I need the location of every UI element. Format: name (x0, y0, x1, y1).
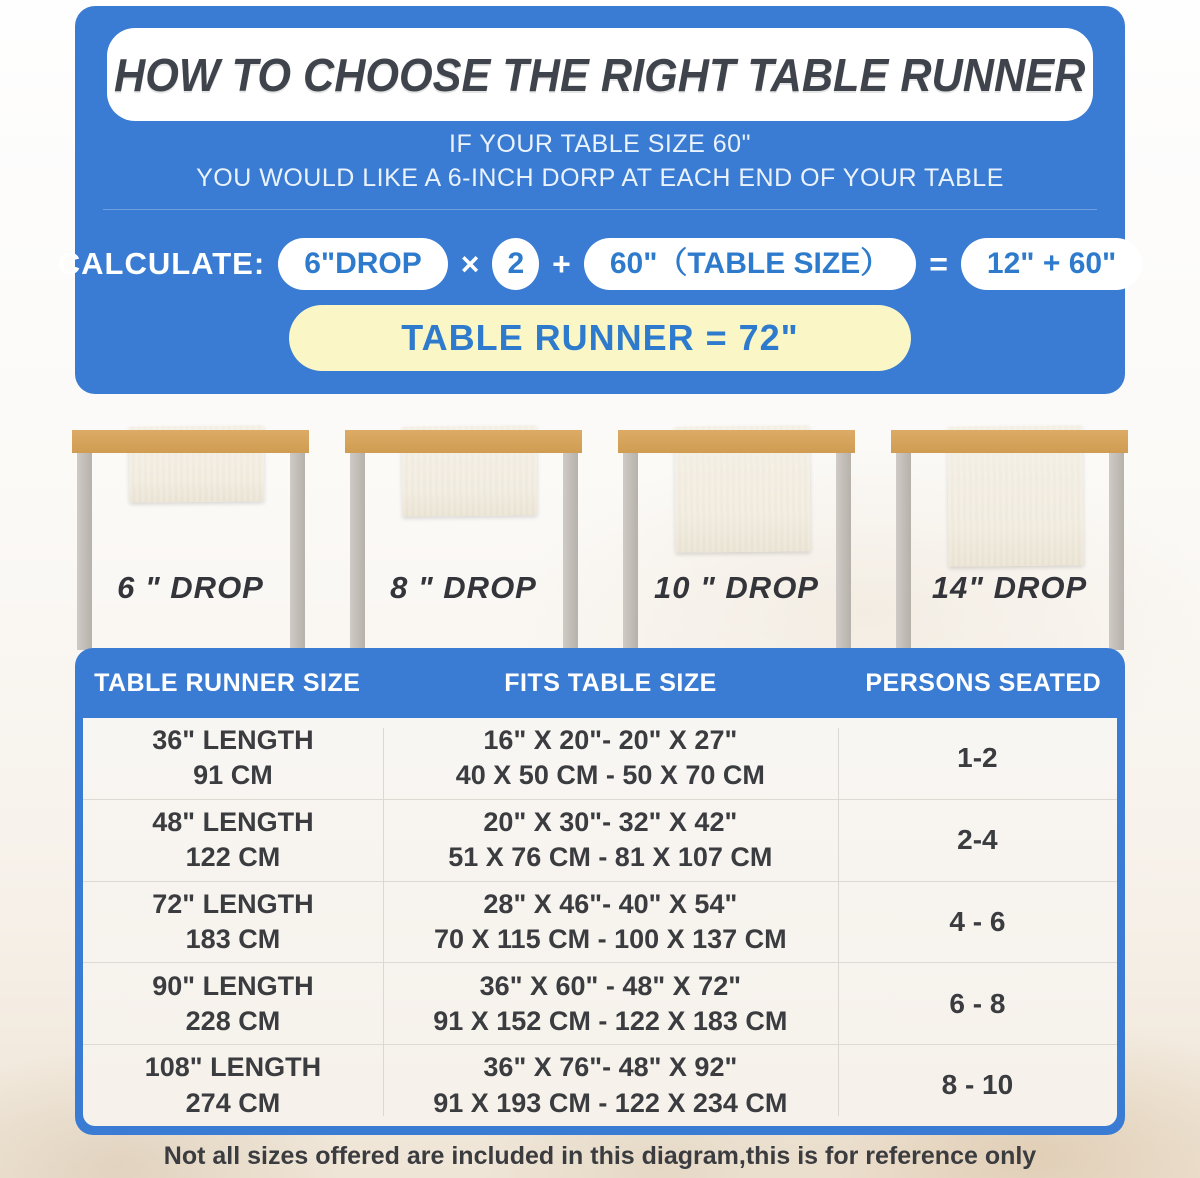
fits-size-cm: 40 X 50 CM - 50 X 70 CM (455, 760, 765, 791)
table-leg-right (563, 453, 578, 650)
table-leg-right (836, 453, 851, 650)
table-row (83, 718, 1117, 800)
runner-size-cm: 91 CM (193, 760, 273, 791)
fits-size-cm: 70 X 115 CM - 100 X 137 CM (433, 923, 787, 954)
table-size-pill: 60"（TABLE SIZE） (584, 238, 916, 290)
times-operator: × (460, 245, 480, 282)
subtitle-line-2: YOU WOULD LIKE A 6-INCH DORP AT EACH END OF YOUR TABLE (196, 164, 1004, 192)
drop-label: 10 " DROP (654, 570, 819, 605)
equals-operator: = (929, 245, 948, 282)
persons-seated-cell: 2-4 (957, 824, 998, 855)
table-leg-left (896, 453, 911, 650)
runner-size-cell (83, 887, 383, 957)
drop-label: 8 " DROP (390, 570, 537, 605)
tabletop-illustration (345, 430, 582, 453)
intro-panel (57, 6, 1125, 394)
drop-label: 14" DROP (931, 570, 1088, 605)
size-table-panel (75, 648, 1125, 1135)
column-divider (383, 728, 384, 1116)
runner-size-inch: 90" LENGTH (152, 970, 314, 1001)
tabletop-illustration (891, 430, 1128, 453)
fits-size-cell (383, 969, 838, 1039)
fits-size-cell (383, 805, 838, 875)
fits-size-inch: 16" X 20"- 20" X 27" (483, 725, 738, 756)
table-leg-left (623, 453, 638, 650)
page-title: HOW TO CHOOSE THE RIGHT TABLE RUNNER (114, 48, 1086, 101)
size-table-body (83, 718, 1117, 1126)
runner-size-cell (83, 969, 383, 1039)
runner-size-cm: 183 CM (185, 923, 281, 954)
drop-label: 6 " DROP (117, 570, 264, 605)
tabletop-illustration (72, 430, 309, 453)
calculate-label: CALCULATE: (57, 246, 266, 281)
persons-seated-cell: 1-2 (957, 742, 998, 774)
fits-size-cm: 91 X 152 CM - 122 X 183 CM (433, 1005, 788, 1036)
plus-operator: + (552, 245, 571, 282)
runner-size-cell (83, 805, 383, 875)
size-table-header (75, 648, 1125, 718)
table-row (83, 963, 1117, 1045)
fits-size-inch: 36" X 76"- 48" X 92" (483, 1052, 738, 1083)
column-header-fits-table-size: FITS TABLE SIZE (504, 668, 717, 697)
table-row (83, 882, 1117, 964)
persons-seated-cell: 4 - 6 (949, 905, 1006, 937)
drop-figures-row (72, 400, 1128, 650)
drop-figure-10 (618, 400, 855, 650)
runner-size-cm: 122 CM (185, 842, 281, 873)
table-leg-left (350, 453, 365, 650)
fits-size-cm: 91 X 193 CM - 122 X 234 CM (433, 1087, 788, 1118)
fits-size-cell (383, 1050, 838, 1120)
drop-figure-14 (891, 400, 1128, 650)
table-leg-right (290, 453, 305, 650)
fits-size-inch: 28" X 46"- 40" X 54" (483, 888, 738, 919)
fits-size-cm: 51 X 76 CM - 81 X 107 CM (448, 842, 773, 873)
intro-divider (103, 209, 1097, 210)
table-row (83, 800, 1117, 882)
persons-seated-cell: 6 - 8 (949, 987, 1006, 1019)
runner-size-inch: 48" LENGTH (152, 807, 314, 838)
result-pill: TABLE RUNNER = 72" (289, 305, 911, 371)
column-divider (838, 728, 839, 1116)
fits-size-inch: 36" X 60" - 48" X 72" (479, 970, 742, 1001)
runner-size-inch: 36" LENGTH (152, 725, 314, 756)
drop-figure-8 (345, 400, 582, 650)
fits-size-inch: 20" X 30"- 32" X 42" (483, 807, 738, 838)
fits-size-cell (383, 887, 838, 957)
runner-size-inch: 108" LENGTH (144, 1052, 322, 1083)
runner-size-cm: 228 CM (185, 1005, 281, 1036)
column-header-persons-seated: PERSONS SEATED (865, 668, 1102, 697)
table-leg-left (77, 453, 92, 650)
column-header-runner-size: TABLE RUNNER SIZE (94, 668, 361, 697)
runner-size-inch: 72" LENGTH (152, 888, 314, 919)
sum-pill: 12" + 60" (961, 238, 1142, 290)
drop-figure-6 (72, 400, 309, 650)
multiplier-pill: 2 (492, 238, 539, 290)
fits-size-cell (383, 723, 838, 793)
calculate-row (57, 236, 1125, 292)
drop-value-pill: 6"DROP (278, 238, 448, 290)
persons-seated-cell: 8 - 10 (941, 1069, 1014, 1101)
title-banner (107, 28, 1093, 121)
subtitle-line-1: IF YOUR TABLE SIZE 60" (449, 130, 751, 158)
runner-size-cell (83, 1050, 383, 1120)
table-leg-right (1109, 453, 1124, 650)
runner-size-cell (83, 723, 383, 793)
table-row (83, 1045, 1117, 1126)
runner-size-cm: 274 CM (185, 1087, 281, 1118)
tabletop-illustration (618, 430, 855, 453)
footnote: Not all sizes offered are included in this diagram,this is for reference only (163, 1142, 1037, 1170)
